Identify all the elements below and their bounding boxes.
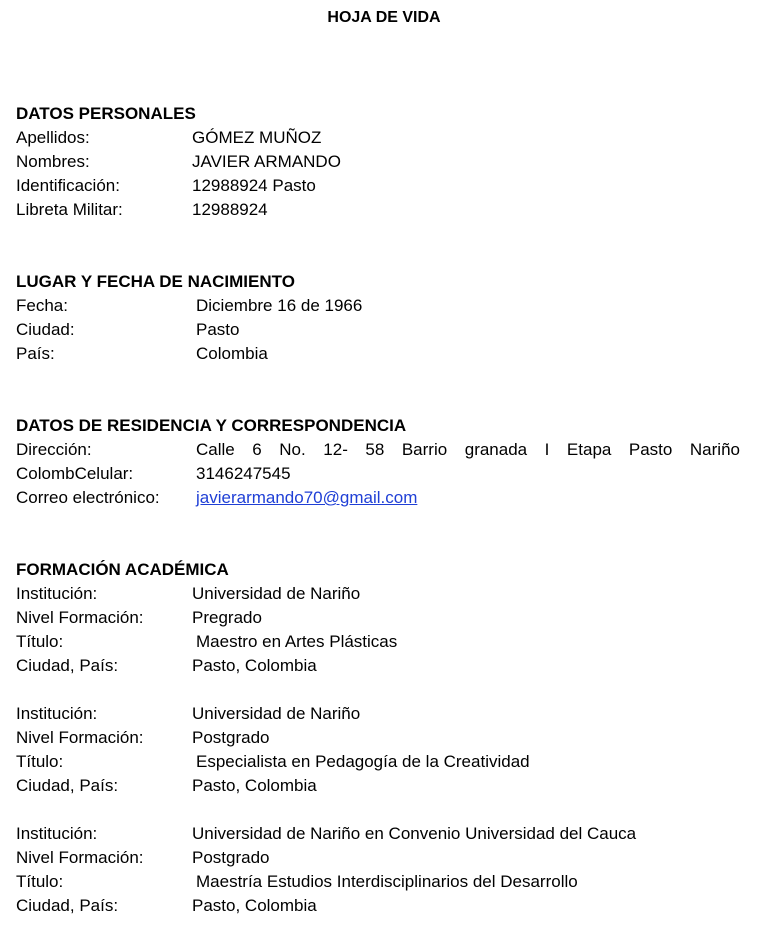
field-value: JAVIER ARMANDO [192, 152, 341, 171]
page-title: HOJA DE VIDA [327, 9, 441, 26]
field-value: Colombia [196, 344, 268, 363]
address-word: 12- [323, 440, 348, 459]
field-label: Nombres: [16, 152, 90, 171]
field-value: Pasto, Colombia [192, 896, 317, 915]
field-label: País: [16, 344, 55, 363]
field-value: Especialista en Pedagogía de la Creatividad [196, 752, 530, 771]
field-label: Dirección: [16, 440, 92, 459]
field-label: Nivel Formación: [16, 608, 144, 627]
field-value: Universidad de Nariño [192, 584, 361, 603]
education-section [16, 558, 740, 918]
field-pais [16, 342, 740, 366]
field-ciudad [16, 318, 740, 342]
field-titulo [16, 870, 740, 894]
address-value [196, 438, 740, 462]
field-value: Postgrado [192, 728, 270, 747]
address-word: 6 [252, 440, 262, 459]
field-correo [16, 486, 740, 510]
field-nivel [16, 726, 740, 750]
field-label: Institución: [16, 824, 98, 843]
residence-section [16, 414, 740, 510]
field-nombres [16, 150, 740, 174]
field-celular [16, 462, 740, 486]
field-institucion [16, 822, 740, 846]
address-word: Pasto [628, 440, 673, 459]
field-label: Ciudad: [16, 320, 75, 339]
education-entry [16, 582, 740, 678]
field-value: Universidad de Nariño [192, 704, 361, 723]
spacer [16, 678, 740, 702]
field-label: Título: [16, 752, 64, 771]
field-value: Maestría Estudios Interdisciplinarios del Desarrollo [196, 872, 578, 891]
birth-section [16, 270, 740, 366]
field-value: 12988924 [192, 200, 268, 219]
field-titulo [16, 750, 740, 774]
field-label: Fecha: [16, 296, 68, 315]
address-word: No. [279, 440, 306, 459]
address-word: Calle [196, 440, 235, 459]
field-label: Nivel Formación: [16, 728, 144, 747]
field-label: Libreta Militar: [16, 200, 123, 219]
address-word: Etapa [566, 440, 612, 459]
field-value: Diciembre 16 de 1966 [196, 296, 363, 315]
field-value: Pregrado [192, 608, 262, 627]
spacer [16, 798, 740, 822]
field-label: Identificación: [16, 176, 120, 195]
field-value: Maestro en Artes Plásticas [196, 632, 398, 651]
field-value: GÓMEZ MUÑOZ [192, 128, 322, 147]
section-heading-education: FORMACIÓN ACADÉMICA [16, 560, 229, 579]
address-word: I [544, 440, 550, 459]
field-value: 3146247545 [196, 464, 291, 483]
personal-data-section [16, 102, 740, 222]
field-label: Ciudad, País: [16, 776, 119, 795]
education-entry [16, 702, 740, 798]
field-label: Ciudad, País: [16, 896, 119, 915]
field-identificacion [16, 174, 740, 198]
field-label: Institución: [16, 584, 98, 603]
section-heading-residence: DATOS DE RESIDENCIA Y CORRESPONDENCIA [16, 416, 407, 435]
field-label: ColombCelular: [16, 464, 134, 483]
field-institucion [16, 582, 740, 606]
address-word: granada [464, 440, 528, 459]
address-word: 58 [365, 440, 385, 459]
field-value: 12988924 Pasto [192, 176, 316, 195]
education-entry [16, 822, 740, 918]
field-titulo [16, 630, 740, 654]
field-libreta-militar [16, 198, 740, 222]
field-ciudad-pais [16, 894, 740, 918]
field-ciudad-pais [16, 774, 740, 798]
field-label: Institución: [16, 704, 98, 723]
field-nivel [16, 846, 740, 870]
field-value: Postgrado [192, 848, 270, 867]
field-label: Nivel Formación: [16, 848, 144, 867]
field-label: Título: [16, 872, 64, 891]
section-heading-personal: DATOS PERSONALES [16, 104, 196, 123]
field-value: Universidad de Nariño en Convenio Universidad del Cauca [192, 824, 637, 843]
field-value: Pasto, Colombia [192, 776, 317, 795]
section-heading-birth: LUGAR Y FECHA DE NACIMIENTO [16, 272, 295, 291]
field-label: Título: [16, 632, 64, 651]
field-institucion [16, 702, 740, 726]
field-direccion [16, 438, 740, 462]
email-link[interactable]: javierarmando70@gmail.com [196, 488, 418, 507]
field-value: Pasto, Colombia [192, 656, 317, 675]
field-fecha [16, 294, 740, 318]
field-apellidos [16, 126, 740, 150]
field-label: Ciudad, País: [16, 656, 119, 675]
field-ciudad-pais [16, 654, 740, 678]
field-nivel [16, 606, 740, 630]
address-word: Barrio [401, 440, 448, 459]
field-label: Correo electrónico: [16, 488, 160, 507]
field-value: Pasto [196, 320, 240, 339]
field-label: Apellidos: [16, 128, 90, 147]
address-word: Nariño [689, 440, 740, 459]
